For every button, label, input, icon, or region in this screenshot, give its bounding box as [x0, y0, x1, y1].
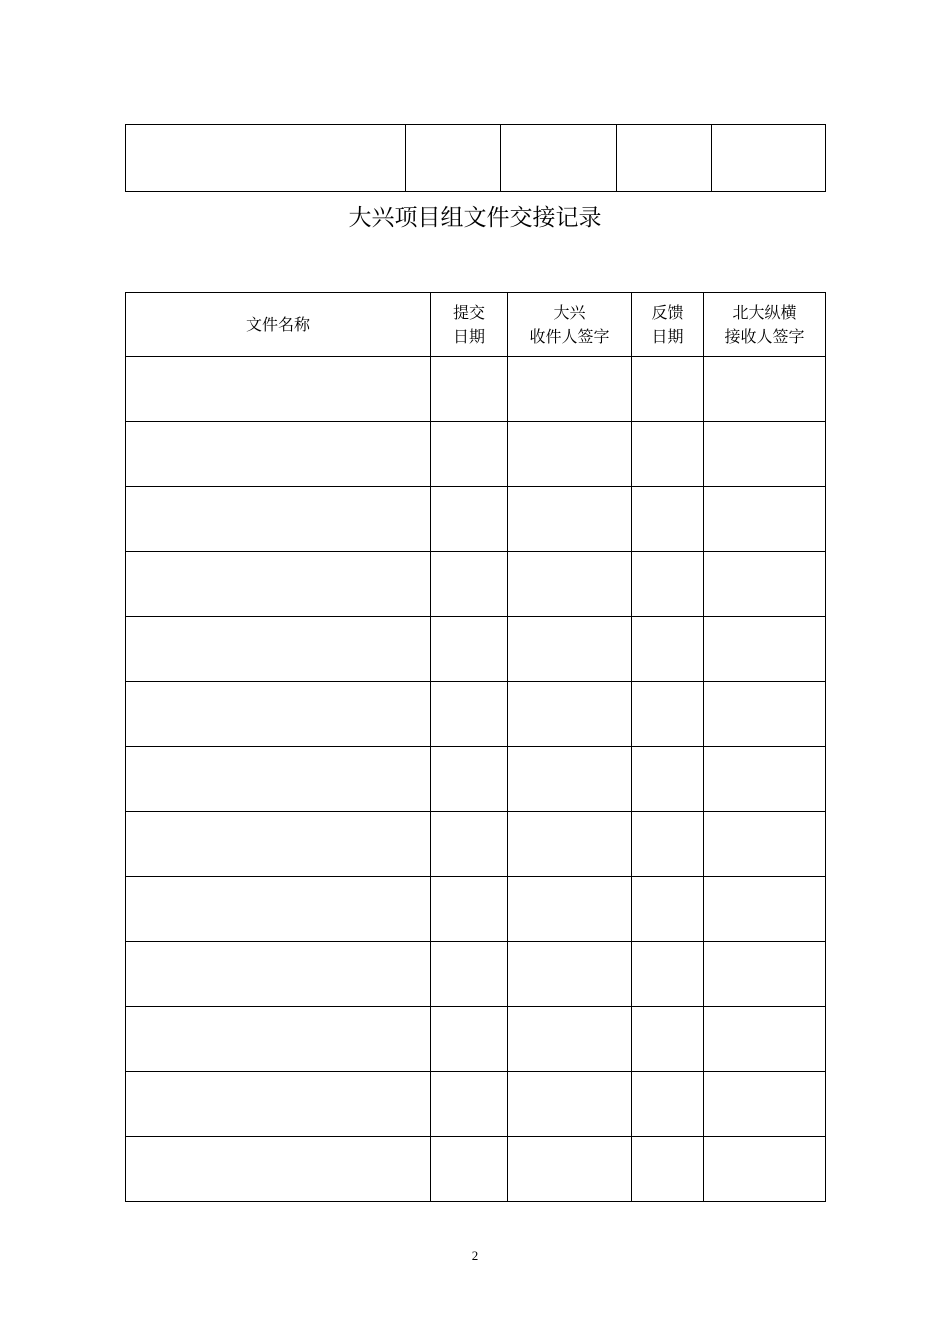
- cell-daxing-signature[interactable]: [501, 125, 617, 192]
- cell-file-name[interactable]: [126, 422, 431, 487]
- cell-file-name[interactable]: [126, 487, 431, 552]
- page-number: 2: [471, 1248, 479, 1263]
- table-row: [126, 682, 826, 747]
- cell-feedback-date[interactable]: [632, 877, 704, 942]
- cell-feedback-date[interactable]: [617, 125, 712, 192]
- table-row: [126, 1137, 826, 1202]
- cell-submit-date[interactable]: [406, 125, 501, 192]
- cell-pku-signature[interactable]: [704, 877, 826, 942]
- cell-submit-date[interactable]: [431, 682, 508, 747]
- cell-daxing-signature[interactable]: [508, 552, 632, 617]
- cell-pku-signature[interactable]: [704, 1137, 826, 1202]
- cell-daxing-signature[interactable]: [508, 487, 632, 552]
- cell-pku-signature[interactable]: [704, 747, 826, 812]
- cell-submit-date[interactable]: [431, 1072, 508, 1137]
- table-row: [126, 812, 826, 877]
- header-file-name: 文件名称: [126, 293, 431, 357]
- table-row: [126, 1007, 826, 1072]
- cell-submit-date[interactable]: [431, 812, 508, 877]
- cell-feedback-date[interactable]: [632, 552, 704, 617]
- cell-file-name[interactable]: [126, 812, 431, 877]
- header-feedback-date: 反馈 日期: [632, 293, 704, 357]
- cell-feedback-date[interactable]: [632, 942, 704, 1007]
- table-row: [126, 357, 826, 422]
- cell-pku-signature[interactable]: [704, 812, 826, 877]
- header-pku-recipient-signature: 北大纵横 接收人签字: [704, 293, 826, 357]
- header-daxing-recipient-signature: 大兴 收件人签字: [508, 293, 632, 357]
- cell-file-name[interactable]: [126, 617, 431, 682]
- cell-daxing-signature[interactable]: [508, 747, 632, 812]
- cell-daxing-signature[interactable]: [508, 812, 632, 877]
- cell-pku-signature[interactable]: [704, 487, 826, 552]
- cell-submit-date[interactable]: [431, 942, 508, 1007]
- cell-submit-date[interactable]: [431, 487, 508, 552]
- document-title: 大兴项目组文件交接记录: [348, 205, 602, 231]
- cell-daxing-signature[interactable]: [508, 682, 632, 747]
- cell-daxing-signature[interactable]: [508, 1072, 632, 1137]
- cell-submit-date[interactable]: [431, 422, 508, 487]
- file-handover-record-table: [125, 292, 826, 1202]
- cell-file-name[interactable]: [126, 357, 431, 422]
- cell-pku-signature[interactable]: [704, 682, 826, 747]
- cell-daxing-signature[interactable]: [508, 942, 632, 1007]
- table-header-row: [126, 293, 826, 357]
- cell-submit-date[interactable]: [431, 617, 508, 682]
- cell-pku-signature[interactable]: [704, 1007, 826, 1072]
- cell-file-name[interactable]: [126, 747, 431, 812]
- cell-file-name[interactable]: [126, 877, 431, 942]
- cell-feedback-date[interactable]: [632, 617, 704, 682]
- table-row: [126, 125, 826, 192]
- cell-pku-signature[interactable]: [704, 552, 826, 617]
- cell-file-name[interactable]: [126, 125, 406, 192]
- cell-daxing-signature[interactable]: [508, 1007, 632, 1072]
- cell-file-name[interactable]: [126, 682, 431, 747]
- cell-pku-signature[interactable]: [712, 125, 826, 192]
- cell-pku-signature[interactable]: [704, 357, 826, 422]
- cell-daxing-signature[interactable]: [508, 357, 632, 422]
- cell-file-name[interactable]: [126, 942, 431, 1007]
- cell-pku-signature[interactable]: [704, 422, 826, 487]
- table-row: [126, 877, 826, 942]
- table-row: [126, 487, 826, 552]
- cell-file-name[interactable]: [126, 1007, 431, 1072]
- cell-submit-date[interactable]: [431, 1007, 508, 1072]
- table-row: [126, 1072, 826, 1137]
- table-row: [126, 942, 826, 1007]
- cell-feedback-date[interactable]: [632, 682, 704, 747]
- cell-feedback-date[interactable]: [632, 812, 704, 877]
- cell-daxing-signature[interactable]: [508, 877, 632, 942]
- table-row: [126, 747, 826, 812]
- cell-file-name[interactable]: [126, 1137, 431, 1202]
- previous-page-table-remnant: [125, 124, 826, 192]
- cell-feedback-date[interactable]: [632, 1137, 704, 1202]
- cell-pku-signature[interactable]: [704, 617, 826, 682]
- cell-submit-date[interactable]: [431, 747, 508, 812]
- cell-feedback-date[interactable]: [632, 357, 704, 422]
- cell-pku-signature[interactable]: [704, 942, 826, 1007]
- cell-feedback-date[interactable]: [632, 1072, 704, 1137]
- cell-feedback-date[interactable]: [632, 487, 704, 552]
- table-row: [126, 552, 826, 617]
- cell-daxing-signature[interactable]: [508, 1137, 632, 1202]
- cell-feedback-date[interactable]: [632, 1007, 704, 1072]
- cell-daxing-signature[interactable]: [508, 422, 632, 487]
- cell-submit-date[interactable]: [431, 1137, 508, 1202]
- cell-file-name[interactable]: [126, 552, 431, 617]
- cell-submit-date[interactable]: [431, 357, 508, 422]
- cell-submit-date[interactable]: [431, 552, 508, 617]
- table-row: [126, 617, 826, 682]
- table-row: [126, 422, 826, 487]
- cell-file-name[interactable]: [126, 1072, 431, 1137]
- cell-submit-date[interactable]: [431, 877, 508, 942]
- cell-feedback-date[interactable]: [632, 747, 704, 812]
- cell-daxing-signature[interactable]: [508, 617, 632, 682]
- cell-pku-signature[interactable]: [704, 1072, 826, 1137]
- cell-feedback-date[interactable]: [632, 422, 704, 487]
- header-submit-date: 提交 日期: [431, 293, 508, 357]
